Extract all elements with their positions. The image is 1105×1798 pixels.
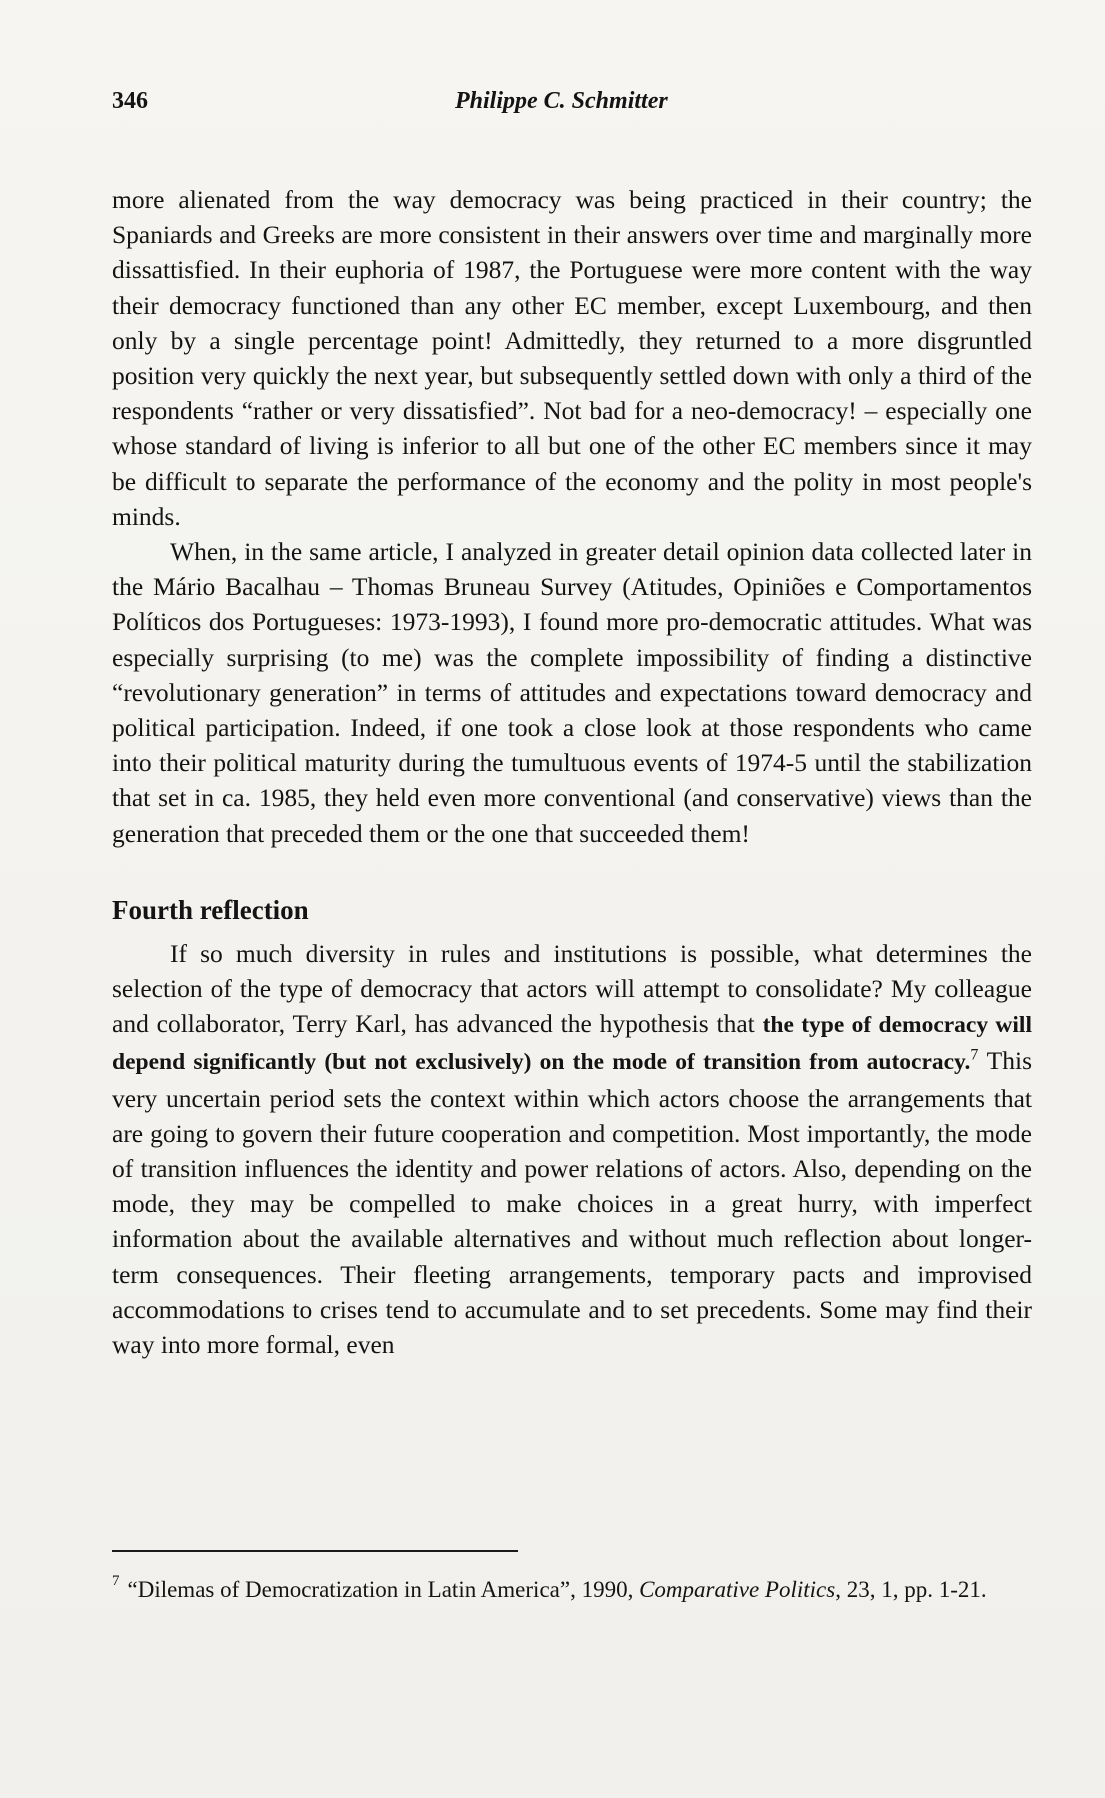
paragraph-3-lead: If so much diversity in rules and institutions is possible, what determines the selection of the type of democracy that actors will attempt to consolidate? My colleague and collaborator, Terry Karl, has advanced the hypothesis that <box>112 938 1032 1039</box>
footnote-text-before: “Dilemas of Democratization in Latin America”, 1990, <box>127 1577 640 1602</box>
body-text <box>112 182 1032 1362</box>
footnote-divider <box>112 1550 518 1552</box>
paragraph-3 <box>112 936 1032 1362</box>
running-head-author: Philippe C. Schmitter <box>455 88 668 114</box>
paragraph-2: When, in the same article, I analyzed in greater detail opinion data collected later in the Mário Bacalhau – Thomas Bruneau Survey (Atitudes, Opiniões e Comportamentos Políticos dos Portugueses: 1973-1993), I found more pro-democratic attitudes. What was especially surprising (to me) was the complete impossibility of finding a distinctive “revolutionary generation” in terms of attitudes and expectations toward democracy and political participation. Indeed, if one took a close look at those respondents who came into their political maturity during the tumultuous events of 1974-5 until the stabilization that set in ca. 1985, they held even more conventional (and conservative) views than the generation that preceded them or the one that succeeded them! <box>112 537 1032 848</box>
paragraph-3-hypothesis: the type of democracy will depend significantly (but not exclusively) on the mode of transition from autocracy. <box>112 1012 1032 1076</box>
footnote-text-after: , 23, 1, pp. 1-21. <box>835 1577 987 1602</box>
footnote-journal: Comparative Politics <box>639 1577 836 1602</box>
footnote-reference[interactable]: 7 <box>970 1046 979 1064</box>
footnote <box>112 1566 1032 1605</box>
paragraph-1: more alienated from the way democracy was being practiced in their country; the Spaniards and Greeks are more consistent in their answers over time and marginally more dissattisfied. In their euphoria of 1987, the Portuguese were more content with the way their democracy functioned than any other EC member, except Luxembourg, and then only by a single percentage point! Admittedly, they returned to a more disgruntled position very quickly the next year, but subsequently settled down with only a third of the respondents “rather or very dissatisfied”. Not bad for a neo-democracy! – especially one whose standard of living is inferior to all but one of the other EC members since it may be difficult to separate the performance of the economy and the polity in most people's minds. <box>112 185 1032 531</box>
paragraph-3-rest: This very uncertain period sets the context within which actors choose the arrangements that are going to govern their future cooperation and competition. Most importantly, the mode of transition influences the identity and power relations of actors. Also, depending on the mode, they may be compelled to make choices in a great hurry, with imperfect information about the available alternatives and without much reflection about longer-term consequences. Their fleeting arrangements, temporary pacts and improvised accommodations to crises tend to accumulate and to set precedents. Some may find their way into more formal, even <box>112 1046 1032 1360</box>
section-heading: Fourth reflection <box>112 894 309 925</box>
footnote-marker: 7 <box>112 1573 120 1589</box>
page-number: 346 <box>112 88 148 114</box>
running-head <box>112 88 1032 122</box>
